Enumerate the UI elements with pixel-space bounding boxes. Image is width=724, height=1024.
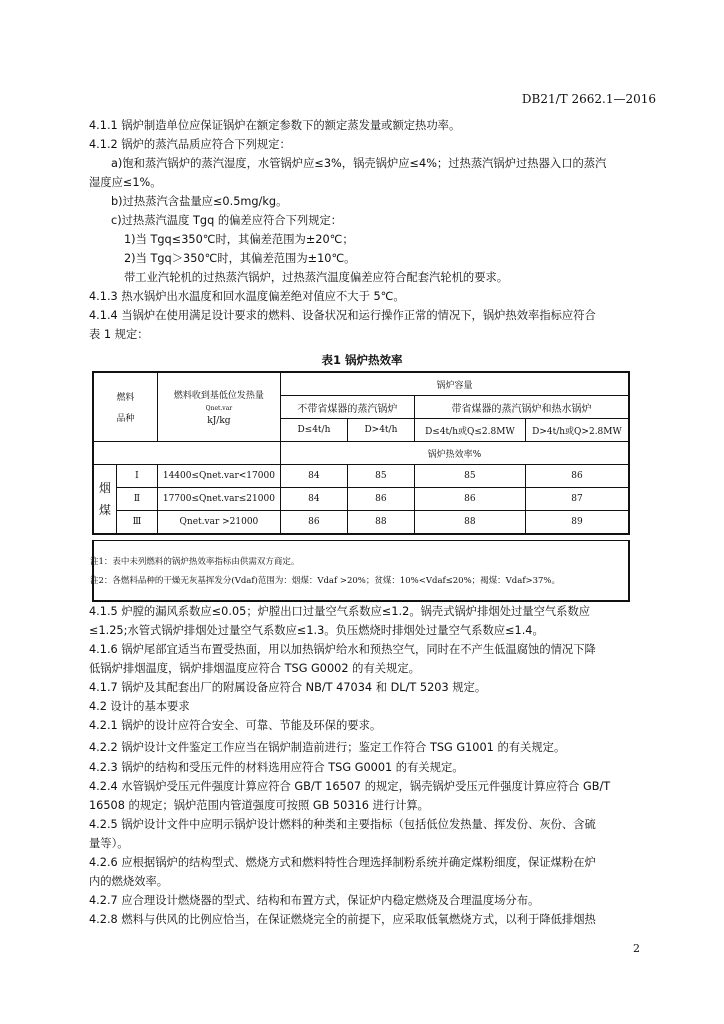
heat-header-text: 燃料收到基低位发热量 [173, 391, 264, 401]
table-row [93, 488, 629, 511]
value-cell: 86 [347, 488, 414, 511]
efficiency-label: 锅炉热效率% [280, 442, 629, 465]
table-header-row-4 [93, 442, 629, 465]
fuel-type-header [93, 372, 157, 442]
para-4-1-2-c-1: 1)当 Tgq≤350℃时，其偏差范围为±20℃； [124, 233, 354, 246]
para-4-1-2: 4.1.2 锅炉的蒸汽品质应符合下列规定： [89, 138, 291, 151]
para-4-1-2-c: c)过热蒸汽温度 Tgq 的偏差应符合下列规定： [111, 214, 343, 227]
para-4-1-6-cont: 低锅炉排烟温度，锅炉排烟温度应符合 TSG G0002 的有关规定。 [89, 662, 420, 675]
section-4-2-heading: 4.2 设计的基本要求 [89, 700, 190, 713]
para-4-2-1: 4.2.1 锅炉的设计应符合安全、可靠、节能及环保的要求。 [89, 719, 382, 732]
value-cell: 85 [414, 465, 525, 488]
heat-value-header [157, 372, 280, 442]
coal-type-cell: 烟煤 [93, 465, 117, 535]
para-4-1-2-a-cont: 湿度应≤1%。 [89, 176, 162, 189]
header-spacer [93, 442, 280, 465]
value-cell: 89 [525, 511, 629, 535]
table-note-1: 注1：表中未列燃料的锅炉热效率指标由供需双方商定。 [90, 557, 300, 567]
page-number: 2 [633, 942, 640, 955]
para-4-1-2-b: b)过热蒸汽含盐量应≤0.5mg/kg。 [111, 195, 288, 208]
table-caption: 表1 锅炉热效率 [321, 353, 403, 367]
para-4-1-2-c-2: 2)当 Tgq＞350℃时，其偏差范围为±10℃。 [124, 252, 356, 265]
range-cell: 14400≤Qnet.var<17000 [157, 465, 280, 488]
table-row [93, 511, 629, 535]
para-4-1-2-a: a)饱和蒸汽锅炉的蒸汽湿度，水管锅炉应≤3%，锅壳锅炉应≤4%；过热蒸汽锅炉过热器入口的蒸汽 [111, 157, 607, 170]
fuel-header-line1: 燃料 [116, 393, 135, 403]
para-4-2-8: 4.2.8 燃料与供风的比例应恰当，在保证燃烧完全的前提下，应采取低氧燃烧方式，以利于降低排烟热 [89, 913, 596, 926]
para-4-1-6: 4.1.6 锅炉尾部宜适当布置受热面，用以加热锅炉给水和预热空气，同时在不产生低温腐蚀的情况下降 [89, 643, 596, 656]
para-4-2-4-cont: 16508 的规定；锅炉范围内管道强度可按照 GB 50316 进行计算。 [89, 799, 429, 812]
value-cell: 86 [414, 488, 525, 511]
para-4-2-5: 4.2.5 锅炉设计文件中应明示锅炉设计燃料的种类和主要指标（包括低位发热量、挥发份、灰份、含硫 [89, 818, 596, 831]
table-note-2: 注2：各燃料品种的干燥无灰基挥发分(Vdaf)范围为：烟煤：Vdaf >20%；贫煤：10%<Vdaf≤20%；褐煤：Vdaf>37%。 [90, 576, 560, 586]
value-cell: 87 [525, 488, 629, 511]
fuel-header-line2: 品种 [116, 414, 135, 424]
table-notes [92, 540, 630, 602]
para-4-2-7: 4.2.7 应合理设计燃烧器的型式、结构和布置方式，保证炉内稳定燃烧及合理温度场分布。 [89, 894, 540, 907]
para-4-2-2: 4.2.2 锅炉设计文件鉴定工作应当在锅炉制造前进行；鉴定工作符合 TSG G1001 的有关规定。 [89, 741, 566, 754]
grade-cell: Ⅲ [117, 511, 158, 535]
subcol-3: D≤4t/h或Q≤2.8MW [414, 419, 525, 442]
para-4-2-5-cont: 量等）。 [89, 837, 129, 850]
table-row [93, 465, 629, 488]
with-economizer-header: 带省煤器的蒸汽锅炉和热水锅炉 [414, 396, 629, 419]
value-cell: 86 [280, 511, 347, 535]
para-4-1-7: 4.1.7 锅炉及其配套出厂的附属设备应符合 NB/T 47034 和 DL/T 5203 规定。 [89, 681, 487, 694]
para-4-2-4: 4.2.4 水管锅炉受压元件强度计算应符合 GB/T 16507 的规定，锅壳锅炉受压元件强度计算应符合 GB/T [89, 780, 611, 793]
subcol-1: D≤4t/h [280, 419, 347, 442]
para-4-1-1: 4.1.1 锅炉制造单位应保证锅炉在额定参数下的额定蒸发量或额定热功率。 [89, 119, 461, 132]
efficiency-table [92, 371, 630, 535]
range-cell: Qnet.var >21000 [157, 511, 280, 535]
table-header-row-1 [93, 372, 629, 396]
doc-code: DB21/T 2662.1—2016 [521, 92, 656, 106]
para-4-1-5-cont: ≤1.25;水管式锅炉排烟处过量空气系数应≤1.3。负压燃烧时排烟处过量空气系数应≤1.4。 [89, 624, 544, 637]
value-cell: 84 [280, 465, 347, 488]
range-cell: 17700≤Qnet.var≤21000 [157, 488, 280, 511]
no-economizer-header: 不带省煤器的蒸汽锅炉 [280, 396, 414, 419]
subcol-2: D>4t/h [347, 419, 414, 442]
grade-cell: Ⅰ [117, 465, 158, 488]
para-4-1-3: 4.1.3 热水锅炉出水温度和回水温度偏差绝对值应不大于 5℃。 [89, 290, 405, 303]
para-4-1-2-note: 带工业汽轮机的过热蒸汽锅炉，过热蒸汽温度偏差应符合配套汽轮机的要求。 [124, 271, 509, 284]
value-cell: 84 [280, 488, 347, 511]
para-4-1-4-cont: 表 1 规定： [89, 328, 149, 341]
para-4-2-6-cont: 内的燃烧效率。 [89, 875, 169, 888]
para-4-2-6: 4.2.6 应根据锅炉的结构型式、燃烧方式和燃料特性合理选择制粉系统并确定煤粉细度，保证煤粉在炉 [89, 856, 596, 869]
subcol-4: D>4t/h或Q>2.8MW [525, 419, 629, 442]
value-cell: 88 [347, 511, 414, 535]
heat-header-symbol: Qnet.var [205, 405, 233, 412]
value-cell: 86 [525, 465, 629, 488]
grade-cell: Ⅱ [117, 488, 158, 511]
para-4-1-4: 4.1.4 当锅炉在使用满足设计要求的燃料、设备状况和运行操作正常的情况下，锅炉热效率指标应符合 [89, 309, 596, 322]
heat-header-unit: kJ/kg [207, 416, 231, 426]
value-cell: 88 [414, 511, 525, 535]
para-4-1-5: 4.1.5 炉膛的漏风系数应≤0.05；炉膛出口过量空气系数应≤1.2。锅壳式锅炉排烟处过量空气系数应 [89, 605, 591, 618]
para-4-2-3: 4.2.3 锅炉的结构和受压元件的材料选用应符合 TSG G0001 的有关规定。 [89, 761, 464, 774]
capacity-header: 锅炉容量 [280, 372, 629, 396]
value-cell: 85 [347, 465, 414, 488]
